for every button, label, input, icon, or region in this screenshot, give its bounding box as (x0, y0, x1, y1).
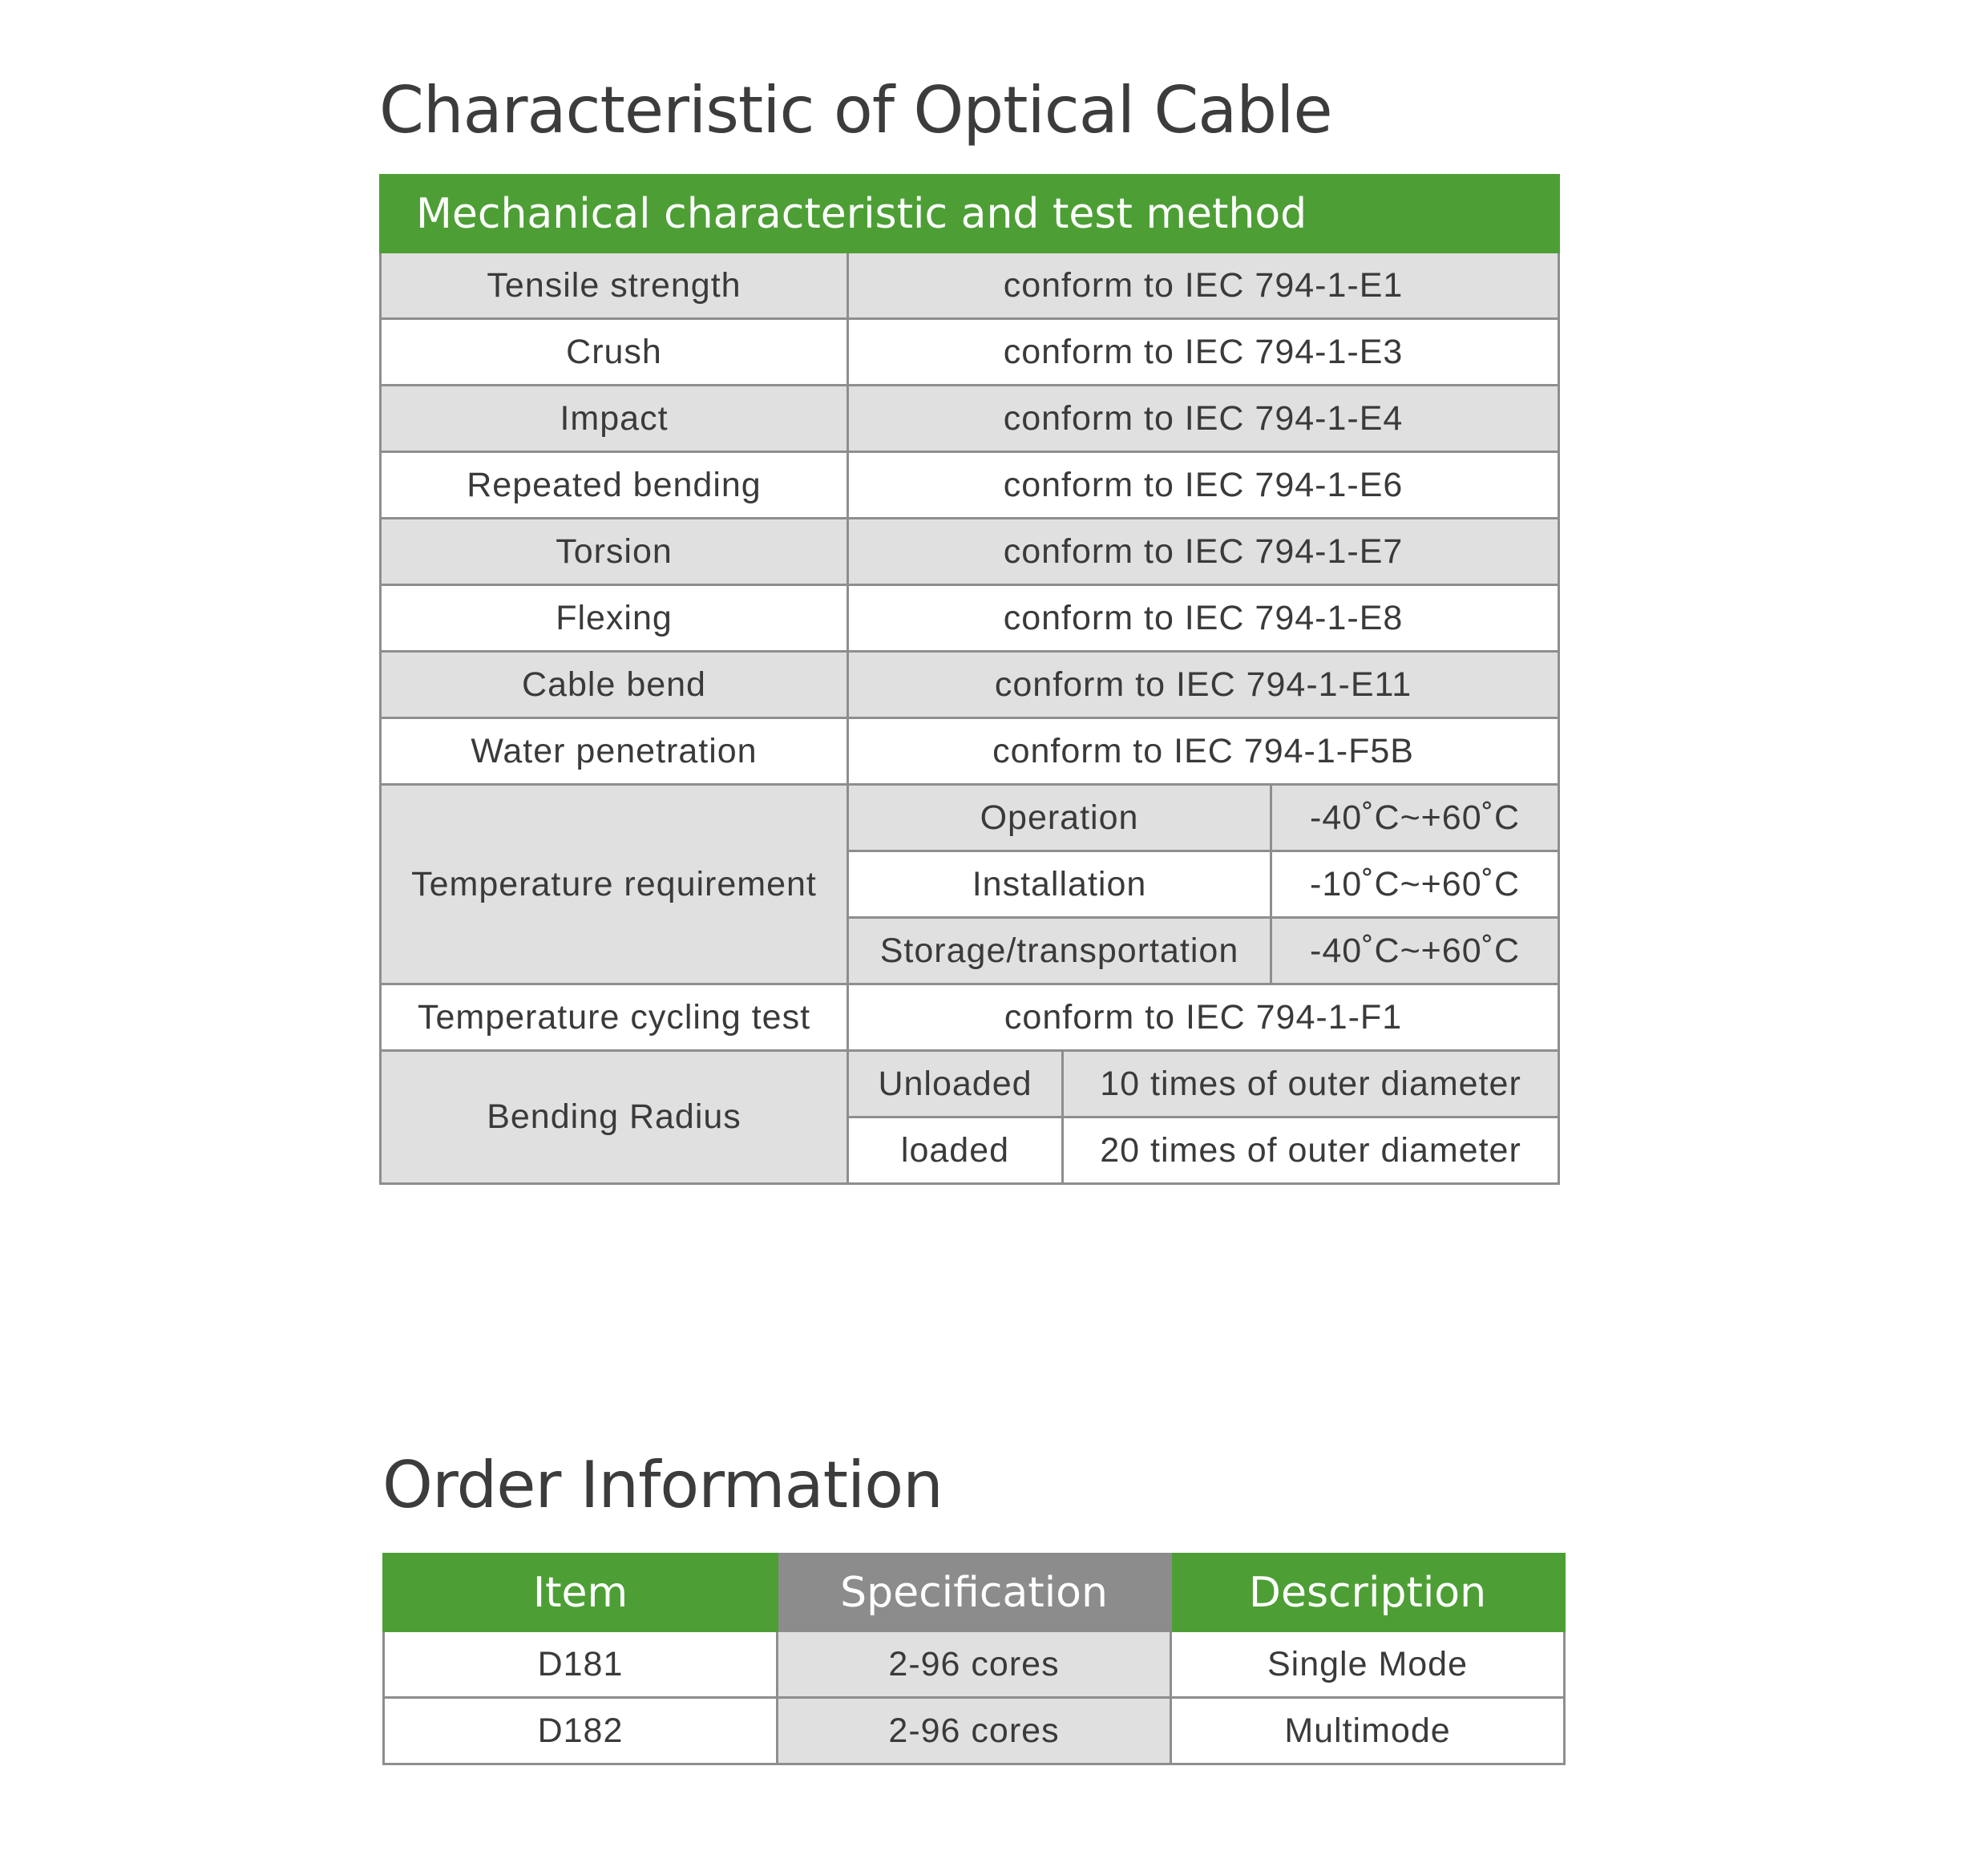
temperature-condition: Installation (848, 851, 1271, 918)
table-row (381, 452, 1559, 519)
bending-state: Unloaded (848, 1051, 1063, 1117)
row-label: Repeated bending (381, 452, 848, 519)
table-row-bending (381, 1051, 1559, 1117)
order-header-row (384, 1554, 1565, 1631)
temperature-range: -10˚C~+60˚C (1271, 851, 1559, 918)
row-value: conform to IEC 794-1-E1 (848, 253, 1559, 319)
row-value: conform to IEC 794-1-E4 (848, 386, 1559, 452)
row-label: Temperature cycling test (381, 984, 848, 1051)
bending-value: 20 times of outer diameter (1063, 1117, 1559, 1184)
table-row (381, 718, 1559, 785)
order-specification: 2-96 cores (778, 1631, 1171, 1698)
row-value: conform to IEC 794-1-F5B (848, 718, 1559, 785)
table-row (381, 519, 1559, 585)
row-label: Crush (381, 319, 848, 386)
table-row (381, 319, 1559, 386)
bending-radius-label: Bending Radius (381, 1051, 848, 1184)
mechanical-characteristics-table (379, 174, 1560, 1185)
row-value: conform to IEC 794-1-E7 (848, 519, 1559, 585)
table-row (381, 386, 1559, 452)
bending-state: loaded (848, 1117, 1063, 1184)
table-row (381, 652, 1559, 718)
order-information-table (382, 1553, 1566, 1765)
table-row (381, 984, 1559, 1051)
row-label: Impact (381, 386, 848, 452)
row-value: conform to IEC 794-1-E8 (848, 585, 1559, 652)
table-row (381, 253, 1559, 319)
order-description: Single Mode (1171, 1631, 1565, 1698)
header-specification: Specification (778, 1554, 1171, 1631)
table-row (381, 585, 1559, 652)
row-label: Torsion (381, 519, 848, 585)
temperature-range: -40˚C~+60˚C (1271, 785, 1559, 851)
table-header-mechanical: Mechanical characteristic and test method (381, 176, 1559, 253)
section-title-characteristic: Characteristic of Optical Cable (379, 73, 1332, 148)
temperature-condition: Storage/transportation (848, 918, 1271, 984)
header-item: Item (384, 1554, 778, 1631)
order-item: D182 (384, 1698, 778, 1764)
temperature-condition: Operation (848, 785, 1271, 851)
row-label: Cable bend (381, 652, 848, 718)
row-value: conform to IEC 794-1-E3 (848, 319, 1559, 386)
row-label: Flexing (381, 585, 848, 652)
table-row-temperature (381, 785, 1559, 851)
bending-value: 10 times of outer diameter (1063, 1051, 1559, 1117)
row-label: Water penetration (381, 718, 848, 785)
temperature-label: Temperature requirement (381, 785, 848, 984)
temperature-range: -40˚C~+60˚C (1271, 918, 1559, 984)
order-specification: 2-96 cores (778, 1698, 1171, 1764)
section-title-order: Order Information (382, 1448, 943, 1522)
row-value: conform to IEC 794-1-E6 (848, 452, 1559, 519)
table-row (384, 1698, 1565, 1764)
row-value: conform to IEC 794-1-E11 (848, 652, 1559, 718)
header-description: Description (1171, 1554, 1565, 1631)
row-value: conform to IEC 794-1-F1 (848, 984, 1559, 1051)
table-row (384, 1631, 1565, 1698)
row-label: Tensile strength (381, 253, 848, 319)
order-description: Multimode (1171, 1698, 1565, 1764)
order-item: D181 (384, 1631, 778, 1698)
